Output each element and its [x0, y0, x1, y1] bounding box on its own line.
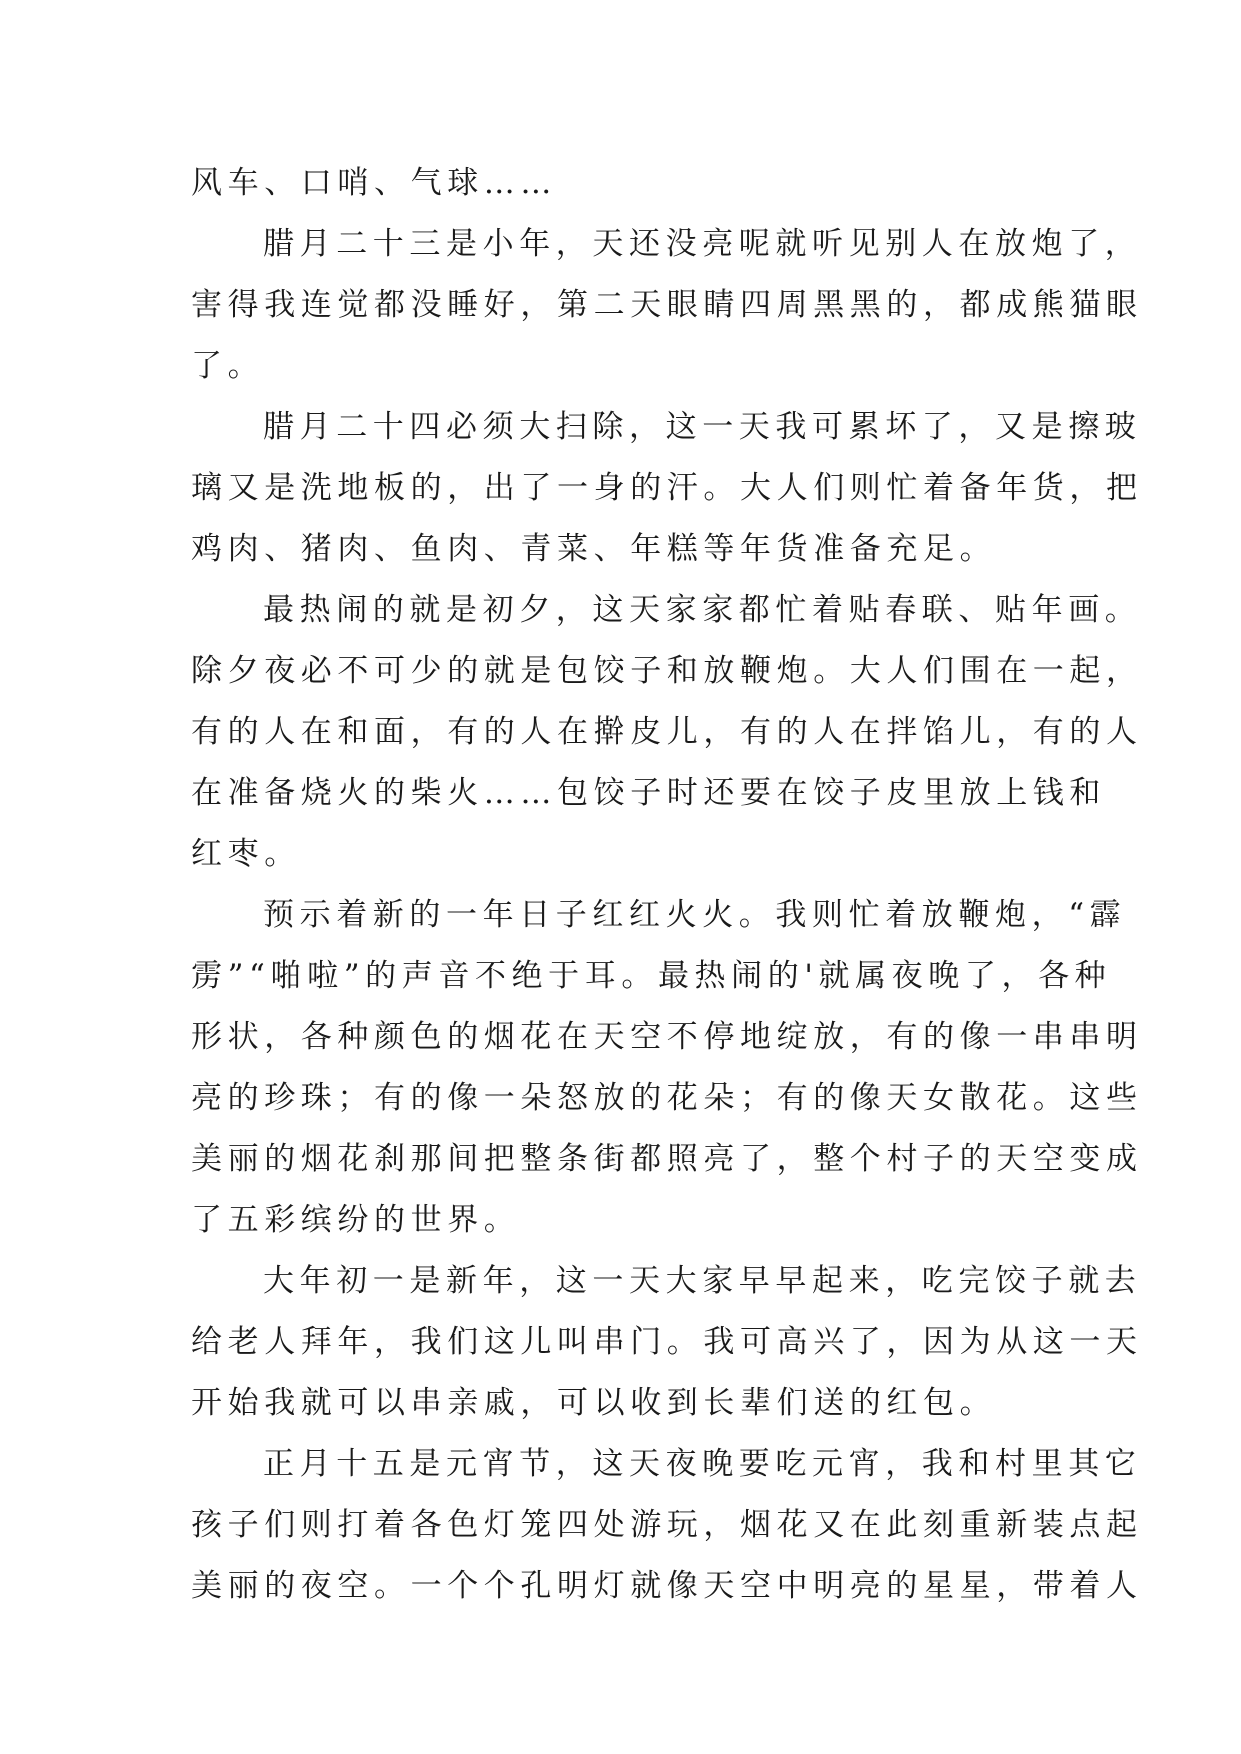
paragraph-first-line: 腊月二十四必须大扫除，这一天我可累坏了，又是擦玻 — [263, 409, 1142, 445]
paragraph-first-line: 大年初一是新年，这一天大家早早起来，吃完饺子就去 — [263, 1263, 1142, 1299]
text-line: 璃又是洗地板的，出了一身的汗。大人们则忙着备年货，把 — [191, 470, 1143, 506]
text-line: 鸡肉、猪肉、鱼肉、青菜、年糕等年货准备充足。 — [191, 531, 997, 567]
text-line: 红枣。 — [191, 836, 301, 872]
text-line: 有的人在和面，有的人在擀皮儿，有的人在拌馅儿，有的人 — [191, 714, 1143, 750]
text-line: 雳”“啪啦”的声音不绝于耳。最热闹的'就属夜晚了，各种 — [191, 958, 1112, 994]
paragraph-first-line: 最热闹的就是初夕，这天家家都忙着贴春联、贴年画。 — [263, 592, 1142, 628]
text-line: 美丽的夜空。一个个孔明灯就像天空中明亮的星星，带着人 — [191, 1568, 1143, 1604]
text-line: 在准备烧火的柴火……包饺子时还要在饺子皮里放上钱和 — [191, 775, 1106, 811]
text-line: 给老人拜年，我们这儿叫串门。我可高兴了，因为从这一天 — [191, 1324, 1143, 1360]
paragraph-first-line: 腊月二十三是小年，天还没亮呢就听见别人在放炮了， — [263, 226, 1142, 262]
text-line: 除夕夜必不可少的就是包饺子和放鞭炮。大人们围在一起， — [191, 653, 1143, 689]
text-line: 了。 — [191, 348, 265, 384]
text-line: 美丽的烟花刹那间把整条街都照亮了，整个村子的天空变成 — [191, 1141, 1143, 1177]
text-line: 开始我就可以串亲戚，可以收到长辈们送的红包。 — [191, 1385, 997, 1421]
text-line: 风车、口哨、气球…… — [191, 165, 557, 201]
paragraph-first-line: 预示着新的一年日子红红火火。我则忙着放鞭炮，“霹 — [263, 897, 1127, 933]
paragraph-first-line: 正月十五是元宵节，这天夜晚要吃元宵，我和村里其它 — [263, 1446, 1142, 1482]
body-text — [191, 153, 1143, 1617]
text-line: 孩子们则打着各色灯笼四处游玩，烟花又在此刻重新装点起 — [191, 1507, 1143, 1543]
text-line: 了五彩缤纷的世界。 — [191, 1202, 521, 1238]
text-line: 亮的珍珠；有的像一朵怒放的花朵；有的像天女散花。这些 — [191, 1080, 1143, 1116]
text-line: 形状，各种颜色的烟花在天空不停地绽放，有的像一串串明 — [191, 1019, 1143, 1055]
text-line: 害得我连觉都没睡好，第二天眼睛四周黑黑的，都成熊猫眼 — [191, 287, 1143, 323]
